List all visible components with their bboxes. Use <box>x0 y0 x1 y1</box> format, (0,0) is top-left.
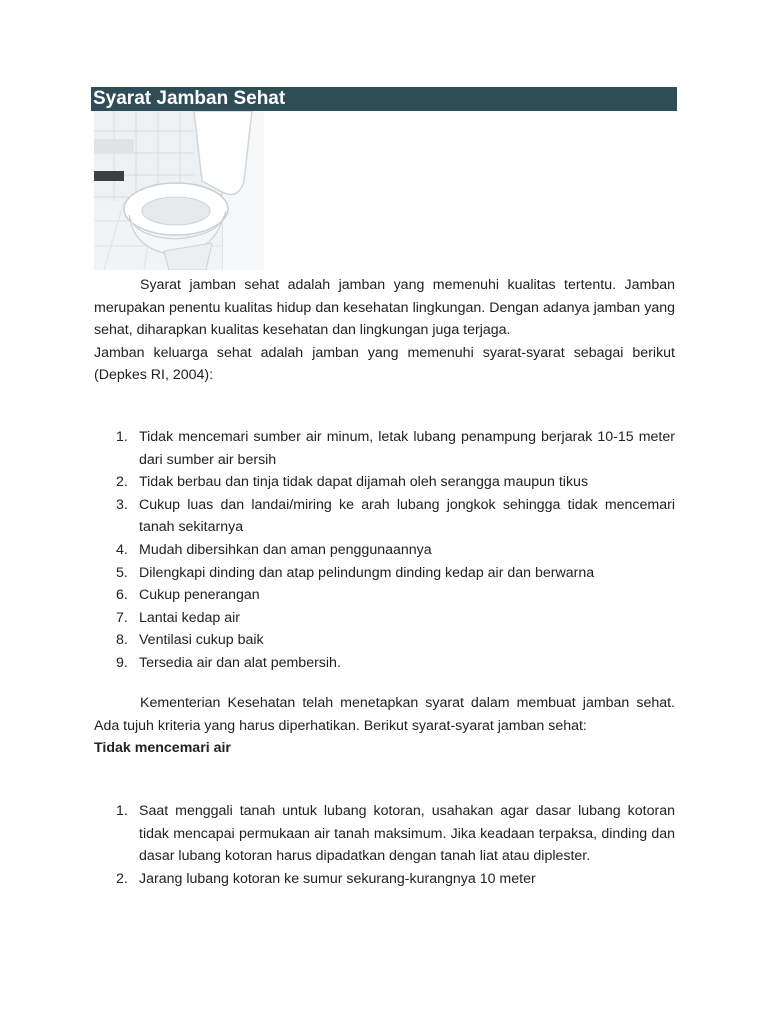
list-item <box>94 868 675 891</box>
list-item <box>94 800 675 868</box>
list-item-text: Saat menggali tanah untuk lubang kotoran, usahakan agar dasar lubang kotoran tidak mencapai permukaan air tanah maksimum. Jika keadaan terpaksa, dinding dan dasar lubang kotoran harus dipadatkan dengan tanah liat atau diplester. <box>139 803 675 865</box>
list-item <box>94 494 675 539</box>
toilet-photo <box>94 111 264 270</box>
water-items-list <box>94 800 675 890</box>
list-item-text: Dilengkapi dinding dan atap pelindungm dinding kedap air dan berwarna <box>139 564 595 581</box>
list-item-number: 6. <box>116 587 128 604</box>
toilet-illustration <box>94 111 264 270</box>
list-item-text: Mudah dibersihkan dan aman penggunaannya <box>139 541 432 558</box>
list-item-number: 2. <box>116 474 128 491</box>
list-item-text: Cukup penerangan <box>139 587 260 604</box>
page-title: Syarat Jamban Sehat <box>91 87 677 111</box>
list-item-number: 7. <box>116 609 128 626</box>
list-item <box>94 607 675 630</box>
family-paragraph: Jamban keluarga sehat adalah jamban yang memenuhi syarat-syarat sebagai berikut (Depkes RI, 2004): <box>94 344 675 384</box>
list-item-text: Ventilasi cukup baik <box>139 632 264 649</box>
list-item-text: Tidak mencemari sumber air minum, letak lubang penampung berjarak 10-15 meter dari sumber air bersih <box>139 429 675 468</box>
list-item-text: Lantai kedap air <box>139 609 240 626</box>
list-item <box>94 562 675 585</box>
requirements-list <box>94 426 675 675</box>
water-section <box>94 800 675 890</box>
list-item <box>94 652 675 675</box>
list-item <box>94 584 675 607</box>
list-item-number: 5. <box>116 564 128 581</box>
ministry-paragraph: Kementerian Kesehatan telah menetapkan syarat dalam membuat jamban sehat. Ada tujuh kriteria yang harus diperhatikan. Berikut syarat-syarat jamban sehat: <box>94 695 675 734</box>
ministry-section <box>94 692 675 760</box>
list-item-number: 8. <box>116 632 128 649</box>
list-item-text: Cukup luas dan landai/miring ke arah lubang jongkok sehingga tidak mencemari tanah sekitarnya <box>139 496 675 536</box>
list-item-number: 1. <box>116 429 128 445</box>
list-item-number: 1. <box>116 803 128 819</box>
requirements-section <box>94 426 675 675</box>
list-item-number: 9. <box>116 654 128 671</box>
list-item-text: Tersedia air dan alat pembersih. <box>139 654 341 671</box>
intro-paragraph: Syarat jamban sehat adalah jamban yang memenuhi kualitas tertentu. Jamban merupakan penentu kualitas hidup dan kesehatan lingkungan. Dengan adanya jamban yang sehat, diharapkan kualitas kesehatan dan lingkungan juga terjaga. <box>94 277 675 339</box>
list-item <box>94 539 675 562</box>
subheading-water: Tidak mencemari air <box>94 740 231 757</box>
list-item-number: 3. <box>116 496 128 513</box>
list-item <box>94 426 675 471</box>
list-item-number: 2. <box>116 870 128 887</box>
list-item <box>94 629 675 652</box>
list-item-text: Jarang lubang kotoran ke sumur sekurang-kurangnya 10 meter <box>139 870 536 887</box>
list-item <box>94 471 675 494</box>
intro-section <box>94 274 675 387</box>
list-item-text: Tidak berbau dan tinja tidak dapat dijamah oleh serangga maupun tikus <box>139 474 589 491</box>
list-item-number: 4. <box>116 541 128 558</box>
